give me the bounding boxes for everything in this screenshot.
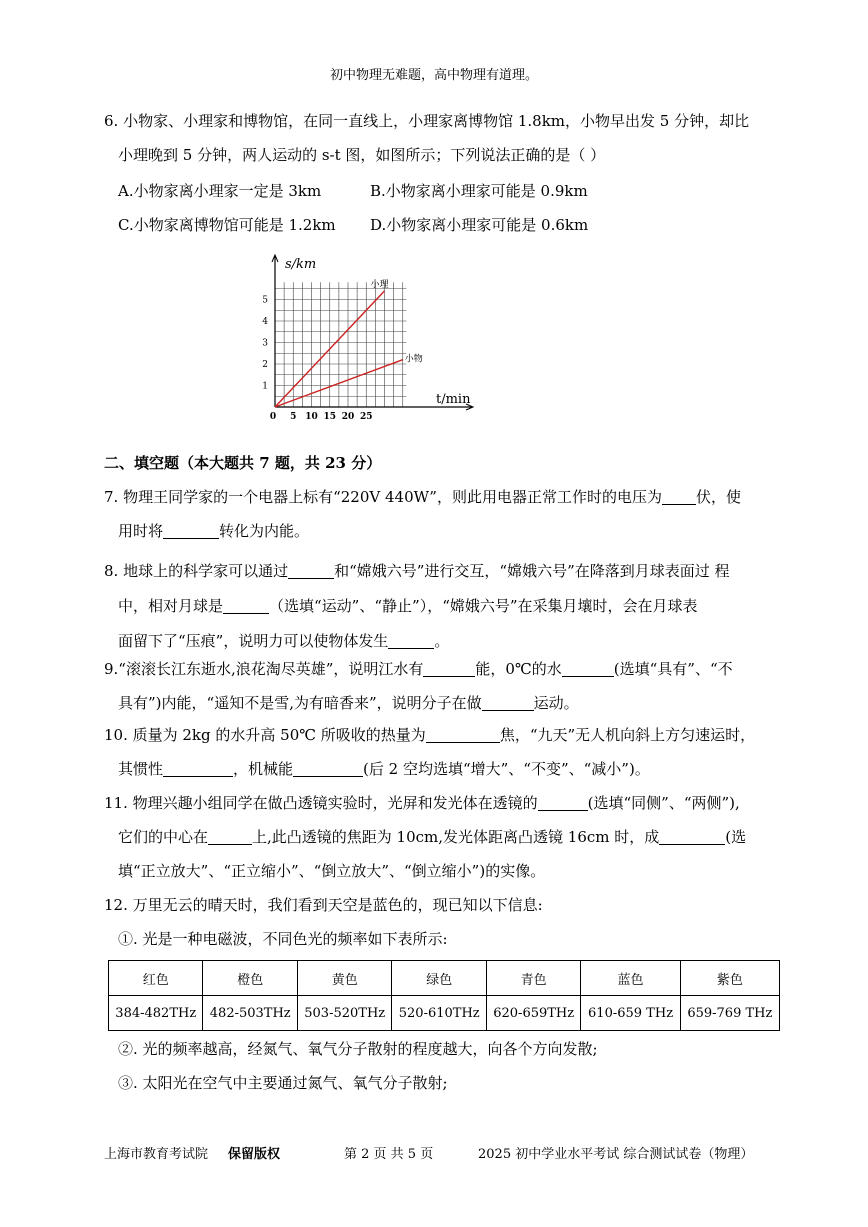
- q11-text-6: 填“正立放大”、“正立缩小”、“倒立放大”、“倒立缩小”)的实像。: [118, 862, 546, 880]
- footer-exam-title: 2025 初中学业水平考试 综合测试试卷（物理）: [478, 1147, 754, 1162]
- q8-text-1: 8. 地球上的科学家可以通过: [104, 562, 289, 580]
- q11-blank-1: [538, 792, 588, 811]
- q11-blank-2: [208, 826, 252, 845]
- y-tick-label: 4: [262, 317, 268, 327]
- x-axis-label: t/min: [436, 392, 471, 407]
- page-header: 初中物理无难题，高中物理有道理。: [329, 68, 538, 83]
- q8-blank-2: [223, 595, 269, 614]
- q9-blank-2: [562, 658, 614, 677]
- q11-text-4: 上,此凸透镜的焦距为 10cm,发光体距离凸透镜 16cm 时，成: [252, 828, 660, 846]
- chart-grid: [275, 282, 406, 407]
- x-tick-label: 0: [269, 412, 277, 422]
- q7-text-4: 转化为内能。: [219, 522, 310, 540]
- q12-line-2: ①. 光是一种电磁波，不同色光的频率如下表所示:: [118, 930, 448, 948]
- table-cell: 503-520THz: [297, 996, 391, 1031]
- q11-text-1: 11. 物理兴趣小组同学在做凸透镜实验时，光屏和发光体在透镜的: [104, 794, 538, 812]
- q12-line-3: ②. 光的频率越高，经氮气、氧气分子散射的程度越大，向各个方向发散;: [118, 1040, 598, 1058]
- table-row: [109, 961, 780, 996]
- q9-text-2: 能，0℃的水: [475, 660, 562, 678]
- table-cell: 659-769 THz: [680, 996, 779, 1031]
- question-12-notes: [104, 1032, 774, 1100]
- q7-blank-2: [163, 520, 219, 539]
- x-tick-label: 20: [341, 412, 355, 422]
- footer-publisher: 上海市教育考试院: [104, 1147, 209, 1162]
- q10-text-5: (后 2 空均选填“增大”、“不变”、“减小”)。: [363, 760, 650, 778]
- q11-text-2: (选填“同侧”、“两侧”),: [587, 794, 740, 812]
- table-header-cell: 橙色: [203, 961, 297, 996]
- q6-line-1: 6. 小物家、小理家和博物馆，在同一直线上，小理家离博物馆 1.8km，小物早出发 5 分钟，却比: [104, 112, 750, 130]
- question-11: [104, 786, 774, 888]
- table-row: [109, 996, 780, 1031]
- q8-text-6: 。: [434, 632, 450, 650]
- y-tick-label: 5: [262, 295, 268, 306]
- q10-text-1: 10. 质量为 2kg 的水升高 50℃ 所吸收的热量为: [104, 726, 426, 744]
- q6-line-2: 小理晚到 5 分钟，两人运动的 s-t 图，如图所示；下列说法正确的是（ ）: [118, 146, 606, 164]
- q10-blank-3: [293, 758, 363, 777]
- q7-text-3: 用时将: [118, 522, 164, 540]
- q8-blank-3: [388, 630, 434, 649]
- q10-text-4: ，机械能: [233, 760, 294, 778]
- series-label: 小物: [404, 354, 423, 365]
- q7-text-1: 7. 物理王同学家的一个电器上标有“220V 440W”，则此用电器正常工作时的电压为: [104, 488, 662, 506]
- q9-text-1: 9.“滚滚长江东逝水,浪花淘尽英雄”，说明江水有: [104, 660, 424, 678]
- q10-text-3: 其惯性: [118, 760, 164, 778]
- table-cell: 620-659THz: [486, 996, 580, 1031]
- q6-option-c: C.小物家离博物馆可能是 1.2km: [118, 216, 336, 234]
- q9-blank-1: [423, 658, 475, 677]
- question-10: [104, 718, 774, 786]
- table-header-cell: 紫色: [680, 961, 779, 996]
- q7-text-2: 伏，使: [695, 488, 741, 506]
- q6-option-a: A.小物家离小理家一定是 3km: [118, 182, 322, 200]
- q11-blank-3: [659, 826, 725, 845]
- y-tick-label: 3: [262, 338, 268, 349]
- q10-blank-1: [426, 724, 500, 743]
- table-cell: 520-610THz: [392, 996, 486, 1031]
- section-2-title: 二、填空题（本大题共 7 题，共 23 分）: [104, 454, 382, 472]
- q7-blank-1: [662, 486, 696, 505]
- q11-text-5: (选: [725, 828, 747, 846]
- q10-blank-2: [163, 758, 233, 777]
- q8-text-2: 和“嫦娥六号”进行交互，“嫦娥六号”在降落到月球表面过 程: [334, 562, 730, 580]
- question-8: [104, 554, 774, 659]
- table-header-cell: 红色: [109, 961, 203, 996]
- frequency-table: [108, 960, 780, 1031]
- table-cell: 610-659 THz: [581, 996, 680, 1031]
- q9-text-5: 运动。: [533, 694, 579, 712]
- q6-option-d: D.小物家离小理家可能是 0.6km: [370, 216, 589, 234]
- q10-text-2: 焦，“九天”无人机向斜上方匀速运时，: [499, 726, 756, 744]
- question-7: [104, 480, 774, 548]
- q6-option-b: B.小物家离小理家可能是 0.9km: [370, 182, 588, 200]
- q8-text-5: 面留下了“压痕”，说明力可以使物体发生: [118, 632, 389, 650]
- q9-text-3: (选填“具有”、“不: [613, 660, 733, 678]
- table-header-cell: 黄色: [297, 961, 391, 996]
- q8-text-4: （选填“运动”、“静止”），“嫦娥六号”在采集月壤时，会在月球表: [269, 597, 698, 615]
- question-12: [104, 888, 774, 956]
- x-tick-label: 10: [305, 412, 318, 422]
- table-cell: 384-482THz: [109, 996, 203, 1031]
- question-9: [104, 652, 774, 720]
- x-tick-label: 15: [323, 412, 337, 422]
- table-header-cell: 绿色: [392, 961, 486, 996]
- table-header-cell: 蓝色: [581, 961, 680, 996]
- st-graph: [260, 250, 480, 425]
- q12-line-4: ③. 太阳光在空气中主要通过氮气、氧气分子散射;: [118, 1074, 448, 1092]
- footer-copyright: 保留版权: [228, 1147, 281, 1162]
- q12-line-1: 12. 万里无云的晴天时，我们看到天空是蓝色的，现已知以下信息:: [104, 896, 543, 914]
- y-tick-label: 1: [262, 381, 268, 392]
- x-tick-label: 25: [359, 412, 373, 422]
- x-tick-label: 5: [290, 412, 297, 422]
- q8-text-3: 中，相对月球是: [118, 597, 224, 615]
- table-header-cell: 青色: [486, 961, 580, 996]
- question-6: [104, 104, 774, 172]
- q11-text-3: 它们的中心在: [118, 828, 209, 846]
- q9-text-4: 具有”)内能，“遥知不是雪,为有暗香来”，说明分子在做: [118, 694, 482, 712]
- y-axis-label: s/km: [285, 257, 317, 272]
- y-tick-label: 2: [262, 360, 268, 370]
- series-label: 小理: [370, 279, 389, 290]
- footer-page-number: 第 2 页 共 5 页: [344, 1147, 434, 1162]
- q8-blank-1: [288, 560, 334, 579]
- table-cell: 482-503THz: [203, 996, 297, 1031]
- q9-blank-3: [482, 692, 534, 711]
